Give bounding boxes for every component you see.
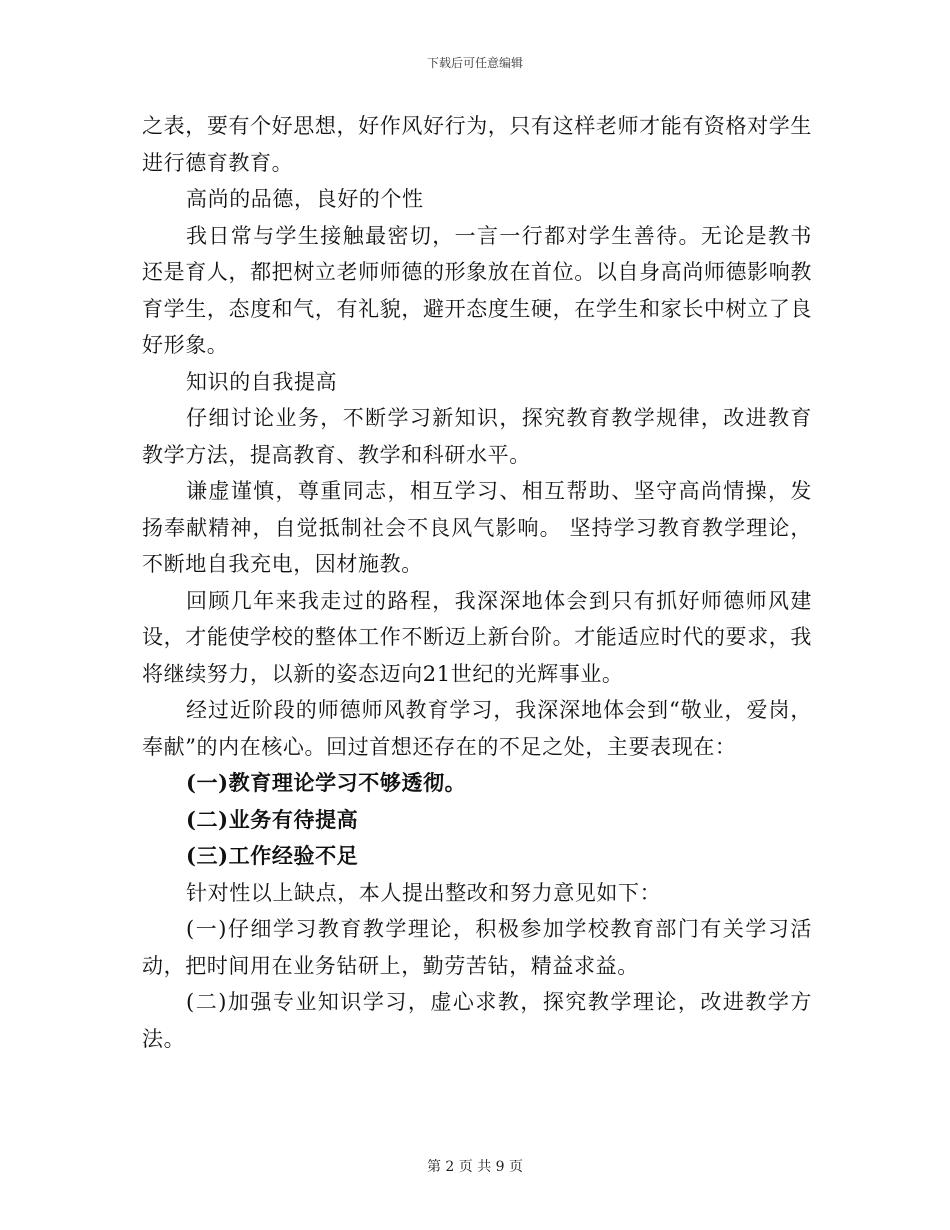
shortcoming-3: (三)工作经验不足 [186, 843, 359, 868]
shortcoming-1: (一)教育理论学习不够透彻。 [186, 770, 467, 795]
improvement-2: (二)加强专业知识学习，虚心求教，探究教学理论，改进教学方法。 [142, 990, 812, 1051]
shortcoming-2: (二)业务有待提高 [186, 806, 359, 832]
page-footer: 第 2 页 共 9 页 [426, 1159, 524, 1175]
paragraph-6: 经过近阶段的师德师风教育学习，我深深地体会到“敬业，爱岗，奉献”的内在核心。回过首想还存在的不足之处，主要表现在： [142, 698, 812, 759]
paragraph-2: 我日常与学生接触最密切，一言一行都对学生善待。无论是教书还是育人，都把树立老师师德的形象放在首位。以自身高尚师德影响教育学生，态度和气，有礼貌，避开态度生硬，在学生和家长中树立了良好形象。 [142, 223, 812, 357]
paragraph-4: 谦虚谨慎，尊重同志，相互学习、相互帮助、坚守高尚情操，发扬奉献精神，自觉抵制社会不良风气影响。 坚持学习教育教学理论，不断地自我充电，因材施教。 [142, 479, 812, 576]
page-header: 下载后可任意编辑 [426, 56, 523, 70]
section-heading-knowledge: 知识的自我提高 [186, 369, 338, 394]
improvement-1: (一)仔细学习教育教学理论，积极参加学校教育部门有关学习活动，把时间用在业务钻研上，勤劳苦钻，精益求益。 [142, 917, 812, 978]
paragraph-5: 回顾几年来我走过的路程，我深深地体会到只有抓好师德师风建设，才能使学校的整体工作不断迈上新台阶。才能适应时代的要求，我将继续努力，以新的姿态迈向21世纪的光辉事业。 [142, 588, 812, 686]
paragraph-1: 之表，要有个好思想，好作风好行为，只有这样老师才能有资格对学生进行德育教育。 [142, 114, 812, 175]
document-body [142, 108, 812, 1057]
paragraph-7: 针对性以上缺点，本人提出整改和努力意见如下： [186, 880, 662, 905]
paragraph-3: 仔细讨论业务，不断学习新知识，探究教育教学规律，改进教育教学方法，提高教育、教学和科研水平。 [142, 406, 812, 467]
section-heading-character: 高尚的品德，良好的个性 [186, 187, 424, 211]
